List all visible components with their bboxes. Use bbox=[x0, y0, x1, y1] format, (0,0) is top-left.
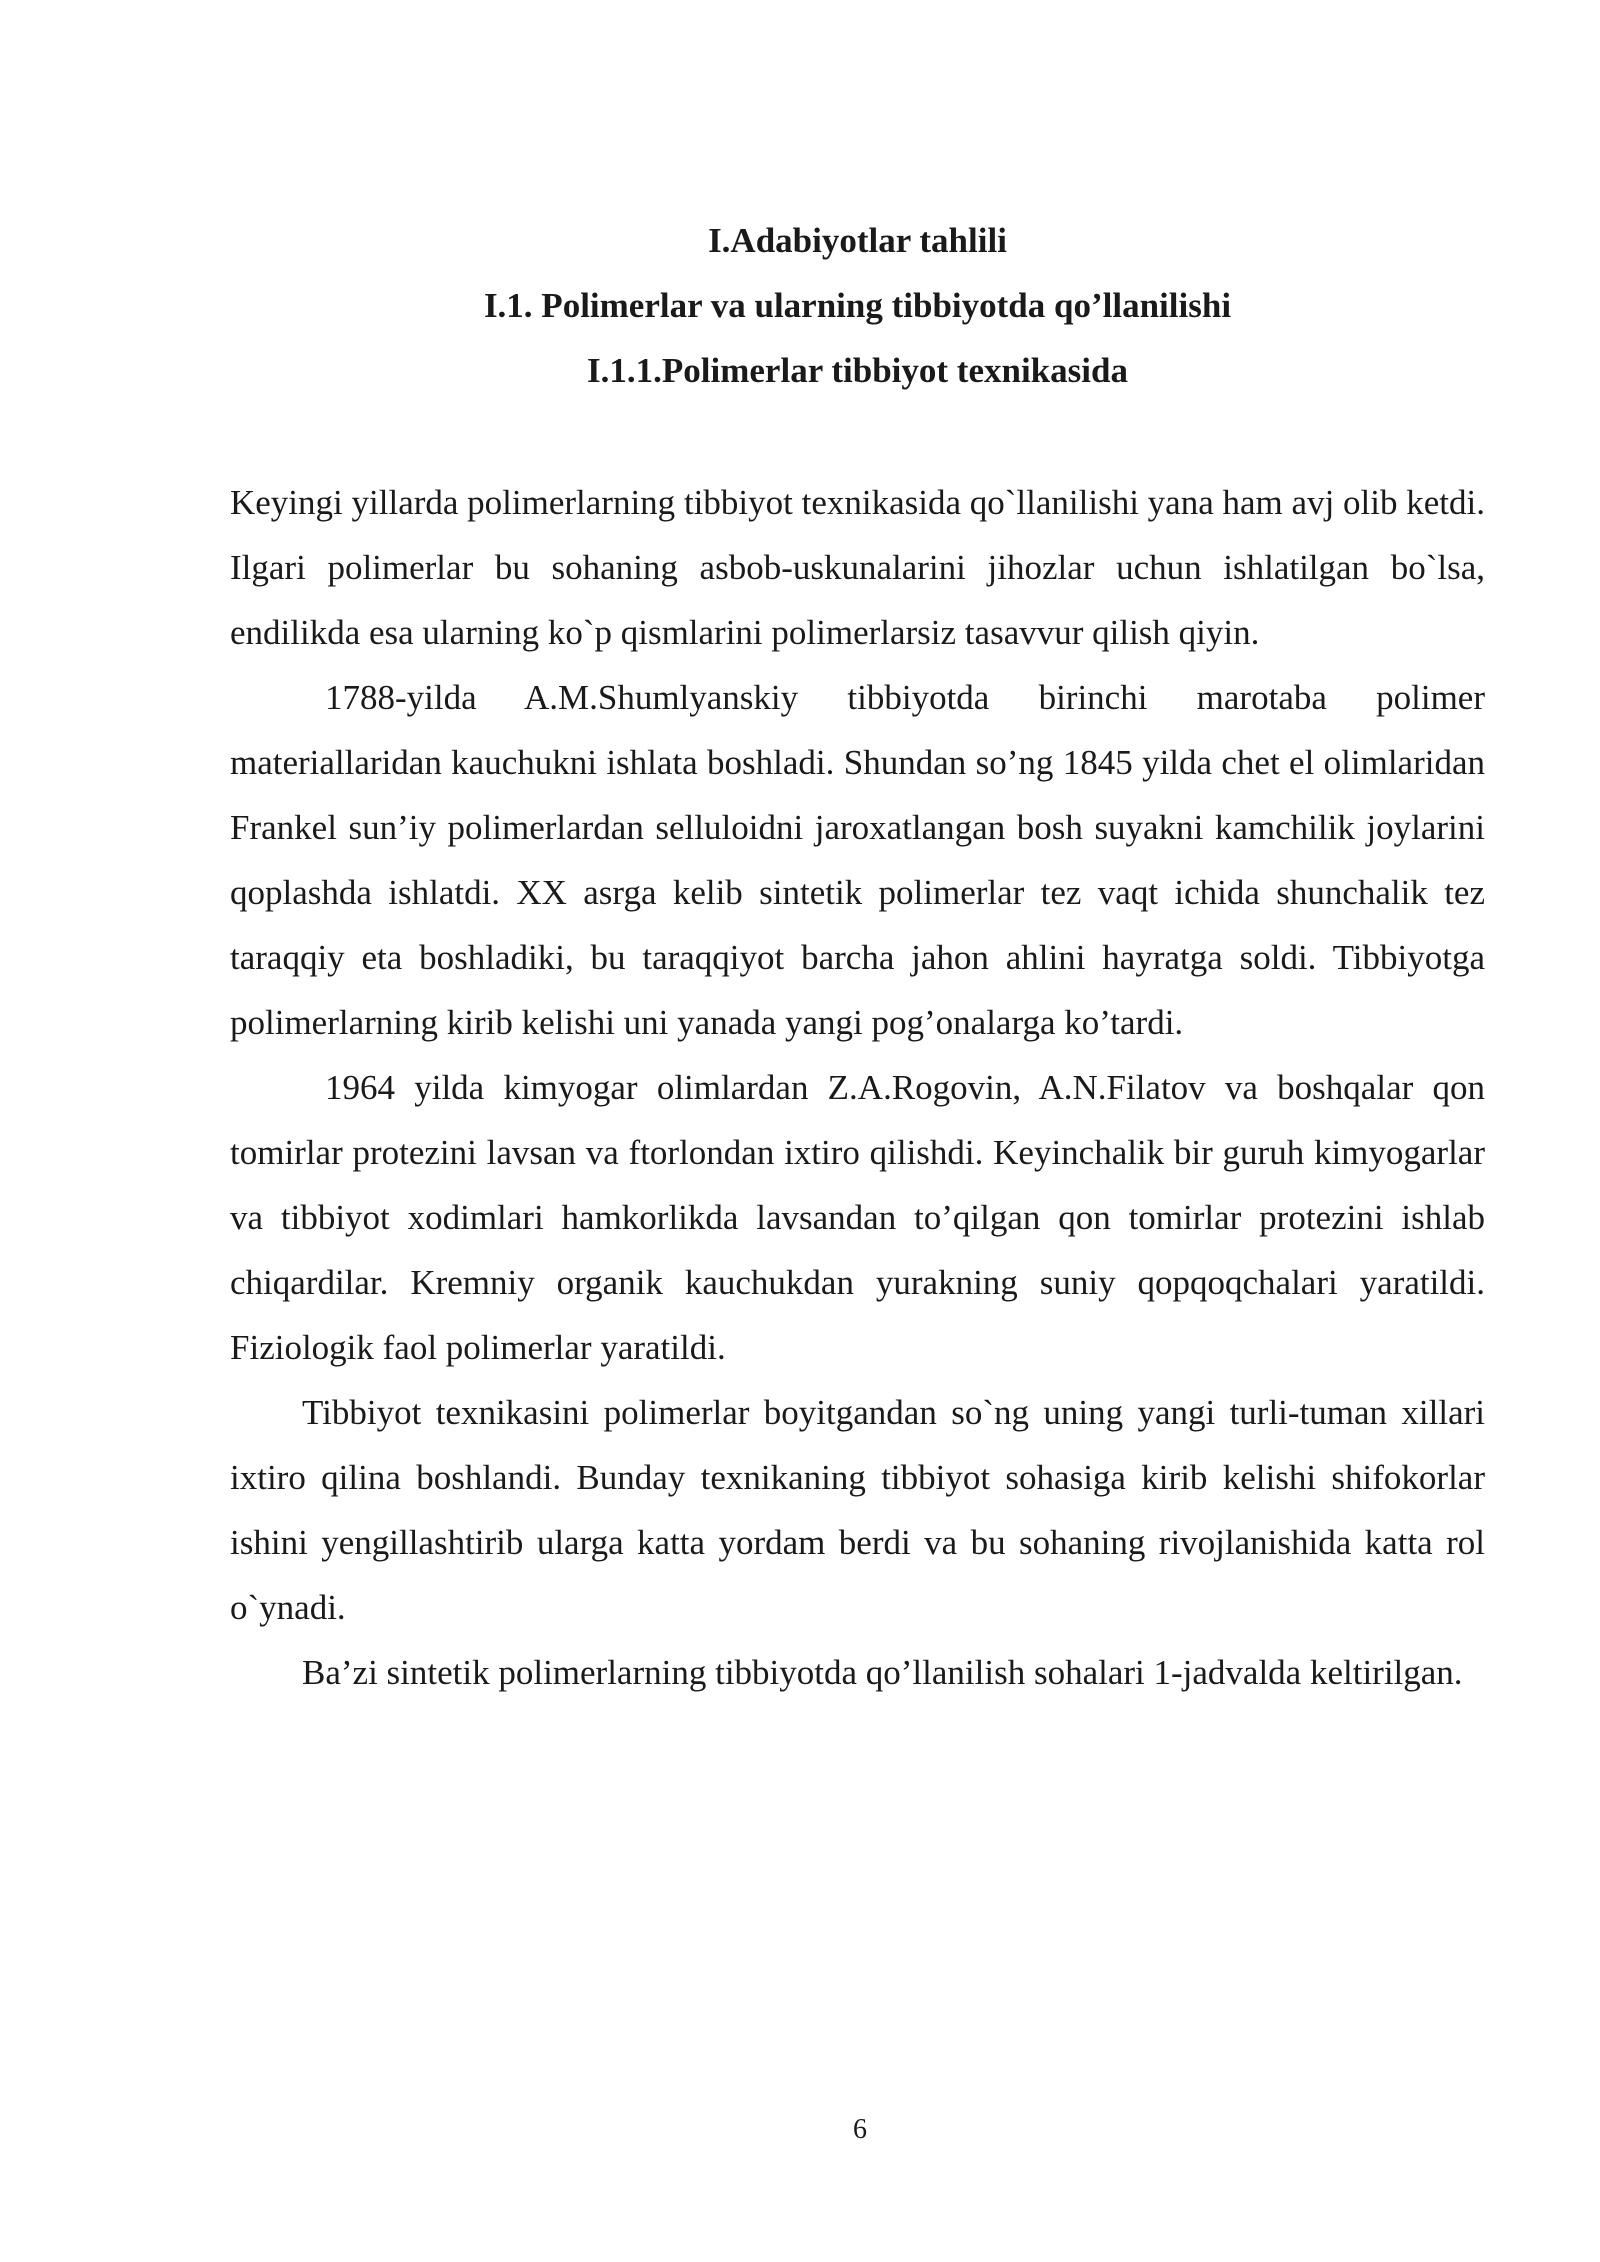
heading-block bbox=[230, 208, 1485, 403]
page-number: 6 bbox=[853, 2114, 867, 2145]
chapter-heading: I.Adabiyotlar tahlili bbox=[708, 221, 1007, 260]
paragraph-5: Ba’zi sintetik polimerlarning tibbiyotda qo’llanilish sohalari 1-jadvalda keltirilgan. bbox=[302, 1653, 1463, 1692]
paragraph-3: 1964 yilda kimyogar olimlardan Z.A.Rogovin, A.N.Filatov va boshqalar qon tomirlar protezini lavsan va ftorlondan ixtiro qilishdi. Keyinchalik bir guruh kimyogarlar va tibbiyot xodimlari hamkorlikda lavsandan to’qilgan qon tomirlar protezini ishlab chiqardilar. Kremniy organik kauchukdan yurakning suniy qopqoqchalari yaratildi. Fiziologik faol polimerlar yaratildi. bbox=[230, 1068, 1485, 1367]
subsection-heading: I.1.1.Polimerlar tibbiyot texnikasida bbox=[587, 351, 1128, 390]
section-heading: I.1. Polimerlar va ularning tibbiyotda qo’llanilishi bbox=[483, 286, 1232, 325]
paragraph-4: Tibbiyot texnikasini polimerlar boyitgandan so`ng uning yangi turli-tuman xillari ixtiro qilina boshlandi. Bunday texnikaning tibbiyot sohasiga kirib kelishi shifokorlar ishini yengillashtirib ularga katta yordam berdi va bu sohaning rivojlanishida katta rol o`ynadi. bbox=[230, 1393, 1485, 1627]
paragraph-2: 1788-yilda A.M.Shumlyanskiy tibbiyotda birinchi marotaba polimer materiallaridan kauchukni ishlata boshladi. Shundan so’ng 1845 yilda chet el olimlaridan Frankel sun’iy polimerlardan selluloidni jaroxatlangan bosh suyakni kamchilik joylarini qoplashda ishlatdi. XX asrga kelib sintetik polimerlar tez vaqt ichida shunchalik tez taraqqiy eta boshladiki, bu taraqqiyot barcha jahon ahlini hayratga soldi. Tibbiyotga polimerlarning kirib kelishi uni yanada yangi pog’onalarga ko’tardi. bbox=[230, 678, 1485, 1042]
paragraph-1: Keyingi yillarda polimerlarning tibbiyot texnikasida qo`llanilishi yana ham avj olib ketdi. Ilgari polimerlar bu sohaning asbob-uskunalarini jihozlar uchun ishlatilgan bo`lsa, endilikda esa ularning ko`p qismlarini polimerlarsiz tasavvur qilish qiyin. bbox=[230, 483, 1485, 652]
body-text bbox=[230, 470, 1485, 1705]
